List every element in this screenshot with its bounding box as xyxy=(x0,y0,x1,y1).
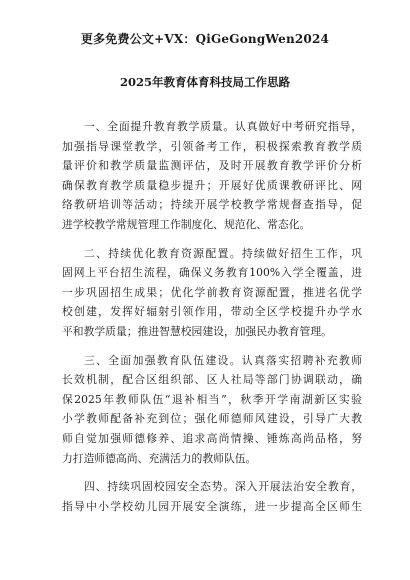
paragraph-line: 力打造师德高尚、充满活力的教师队伍。 xyxy=(62,451,257,465)
paragraph-line: 量评价和教学质量监测评估，及时开展教育教学评价分析 xyxy=(62,159,362,173)
paragraph-line: 保2025年教师队伍“退补相当”，秋季开学南湖新区实验 xyxy=(62,392,362,406)
paragraph-line: 四、持续巩固校园安全态势。深入开展法治安全教育， xyxy=(84,480,362,494)
paragraph-line: 长效机制，配合区组织部、区人社局等部门协调联动，确 xyxy=(62,373,362,387)
paragraph-line: 络教研培训等活动；持续开展学校教学常规督查指导，促 xyxy=(62,198,362,212)
promo-header: 更多免费公文+VX：QiGeGongWen2024 xyxy=(80,32,330,46)
paragraph xyxy=(62,244,362,342)
paragraph-line: 校创建，发挥好辐射引领作用，带动全区学校提升办学水 xyxy=(62,305,362,319)
document-body xyxy=(62,117,362,525)
paragraph-line: 小学教师配备补充到位；强化师德师风建设，引导广大教 xyxy=(62,412,362,426)
paragraph-line: 一步巩固招生成果；优化学前教育资源配置，推进名优学 xyxy=(62,285,362,299)
paragraph-line: 固网上平台招生流程，确保义务教育100%入学全覆盖，进 xyxy=(62,266,362,280)
paragraph-line: 二、持续优化教育资源配置。持续做好招生工作，巩 xyxy=(84,246,362,260)
paragraph xyxy=(62,117,362,235)
paragraph xyxy=(62,351,362,469)
paragraph-line: 师自觉加强师德修养、追求高尚情操、锤炼高尚品格，努 xyxy=(62,431,362,445)
paragraph-line: 进学校教学常规管理工作制度化、规范化、常态化。 xyxy=(62,217,311,231)
paragraph-line: 加强指导课堂教学，引领备考工作，积极探索教育教学质 xyxy=(62,139,362,153)
paragraph-line: 指导中小学校幼儿园开展安全演练，进一步提高全区师生 xyxy=(62,499,362,513)
paragraph-line: 确保教育教学质量稳步提升；开展好优质课教研评比、网 xyxy=(62,178,362,192)
paragraph xyxy=(62,477,362,516)
paragraph-line: 三、全面加强教育队伍建设。认真落实招聘补充教师 xyxy=(84,353,362,367)
document-title: 2025年教育体育科技局工作思路 xyxy=(119,75,290,89)
paragraph-line: 平和教学质量；推进智慧校园建设，加强民办教育管理。 xyxy=(62,324,332,338)
paragraph-line: 一、全面提升教育教学质量。认真做好中考研究指导， xyxy=(84,120,362,133)
